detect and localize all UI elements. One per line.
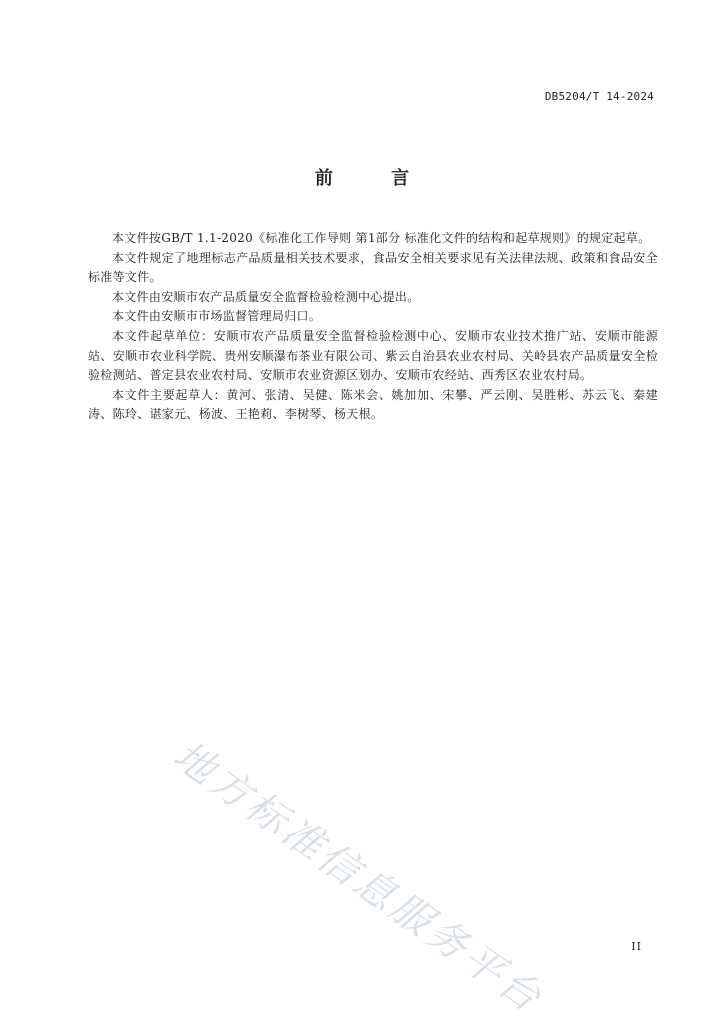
paragraph-drafters: 本文件主要起草人：黄河、张清、吴健、陈米会、姚加加、宋攀、严云刚、吴胜彬、苏云飞、秦建涛、陈玲、谌家元、杨波、王艳莉、李树琴、杨天根。	[88, 387, 658, 422]
paragraph-proposer: 本文件由安顺市农产品质量安全监督检验检测中心提出。	[112, 289, 420, 304]
page-number: II	[631, 940, 642, 953]
watermark-text: 地方标准信息服务平台	[164, 732, 552, 1023]
section-title: 前 言	[314, 168, 436, 189]
body-text	[88, 229, 658, 425]
paragraph-drafting-rules: 本文件按GB/T 1.1-2020《标准化工作导则 第1部分 标准化文件的结构和起草规则》的规定起草。	[112, 231, 651, 245]
paragraph-administrator: 本文件由安顺市市场监督管理局归口。	[112, 309, 322, 324]
paragraph-drafting-units: 本文件起草单位：安顺市农产品质量安全监督检验检测中心、安顺市农业技术推广站、安顺市能源站、安顺市农业科学院、贵州安顺瀑布茶业有限公司、紫云自治县农业农村局、关岭县农产品质量安全检验检测站、普定县农业农村局、安顺市农业资源区划办、安顺市农经站、西秀区农业农村局。	[88, 328, 658, 383]
paragraph-scope: 本文件规定了地理标志产品质量相关技术要求，食品安全相关要求见有关法律法规、政策和食品安全标准等文件。	[88, 250, 658, 285]
document-code: DB5204/T 14-2024	[544, 90, 654, 103]
